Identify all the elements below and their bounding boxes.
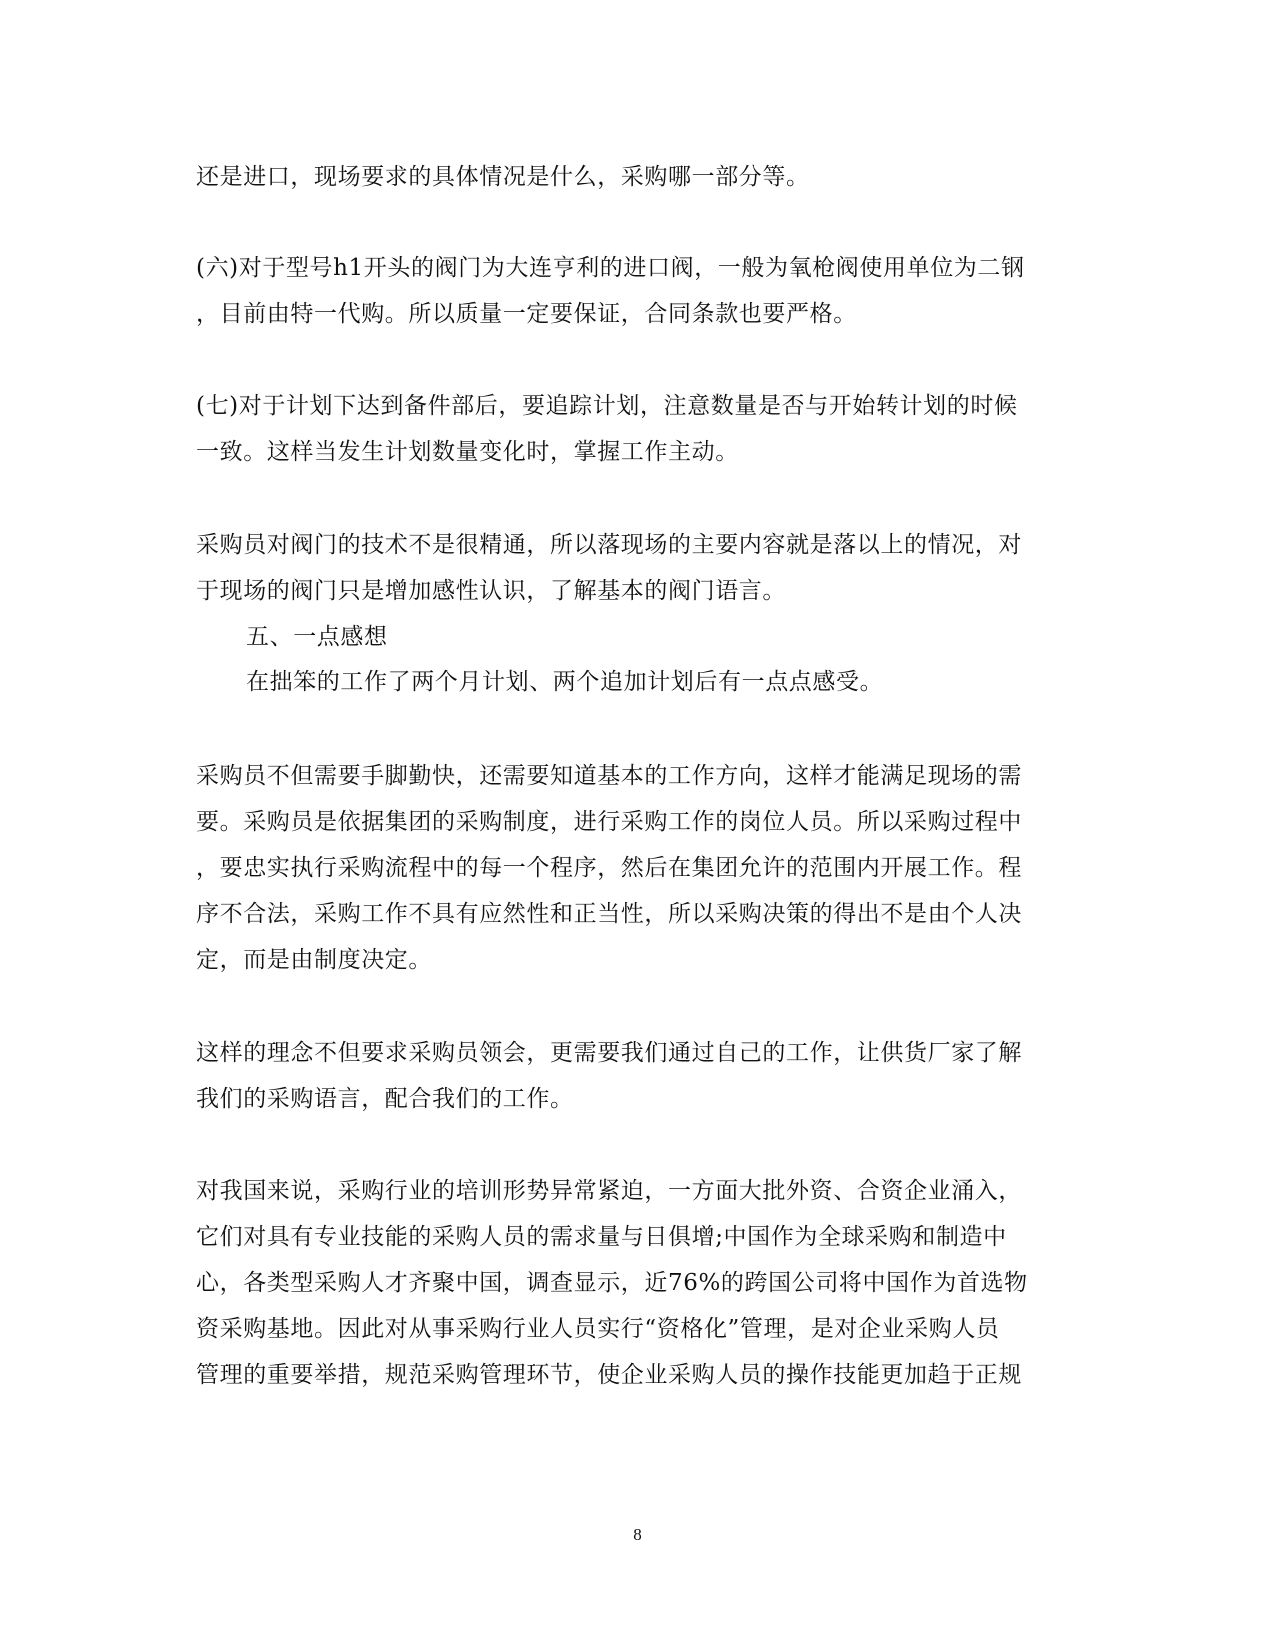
text-line: 心，各类型采购人才齐聚中国，调查显示，近76%的跨国公司将中国作为首选物 xyxy=(196,1270,1028,1296)
page-number: 8 xyxy=(633,1525,642,1544)
text-line: (七)对于计划下达到备件部后，要追踪计划，注意数量是否与开始转计划的时候 xyxy=(196,393,1018,419)
text-line: 采购员对阀门的技术不是很精通，所以落现场的主要内容就是落以上的情况，对 xyxy=(196,532,1022,558)
text-line: 这样的理念不但要求采购员领会，更需要我们通过自己的工作，让供货厂家了解 xyxy=(196,1040,1022,1066)
text-line: 管理的重要举措，规范采购管理环节，使企业采购人员的操作技能更加趋于正规 xyxy=(196,1362,1022,1388)
text-line: ，要忠实执行采购流程中的每一个程序，然后在集团允许的范围内开展工作。程 xyxy=(196,855,1022,881)
text-line: 在拙笨的工作了两个月计划、两个追加计划后有一点点感受。 xyxy=(246,669,884,695)
text-line: 序不合法，采购工作不具有应然性和正当性，所以采购决策的得出不是由个人决 xyxy=(196,901,1022,927)
text-line: 采购员不但需要手脚勤快，还需要知道基本的工作方向，这样才能满足现场的需 xyxy=(196,763,1022,789)
text-line: 还是进口，现场要求的具体情况是什么，采购哪一部分等。 xyxy=(196,164,810,190)
text-line: ，目前由特一代购。所以质量一定要保证，合同条款也要严格。 xyxy=(196,301,857,327)
text-line: 要。采购员是依据集团的采购制度，进行采购工作的岗位人员。所以采购过程中 xyxy=(196,809,1022,835)
text-line: 我们的采购语言，配合我们的工作。 xyxy=(196,1086,574,1112)
text-line: (六)对于型号h1开头的阀门为大连亨利的进口阀，一般为氧枪阀使用单位为二钢 xyxy=(196,255,1025,281)
text-line: 它们对具有专业技能的采购人员的需求量与日俱增;中国作为全球采购和制造中 xyxy=(196,1224,1007,1250)
text-line: 定，而是由制度决定。 xyxy=(196,947,432,973)
text-line: 对我国来说，采购行业的培训形势异常紧迫，一方面大批外资、合资企业涌入， xyxy=(196,1178,1022,1204)
text-line: 于现场的阀门只是增加感性认识，了解基本的阀门语言。 xyxy=(196,578,786,604)
section-heading: 五、一点感想 xyxy=(246,624,388,650)
text-line: 资采购基地。因此对从事采购行业人员实行“资格化”管理，是对企业采购人员 xyxy=(196,1316,1000,1342)
text-line: 一致。这样当发生计划数量变化时，掌握工作主动。 xyxy=(196,439,739,465)
